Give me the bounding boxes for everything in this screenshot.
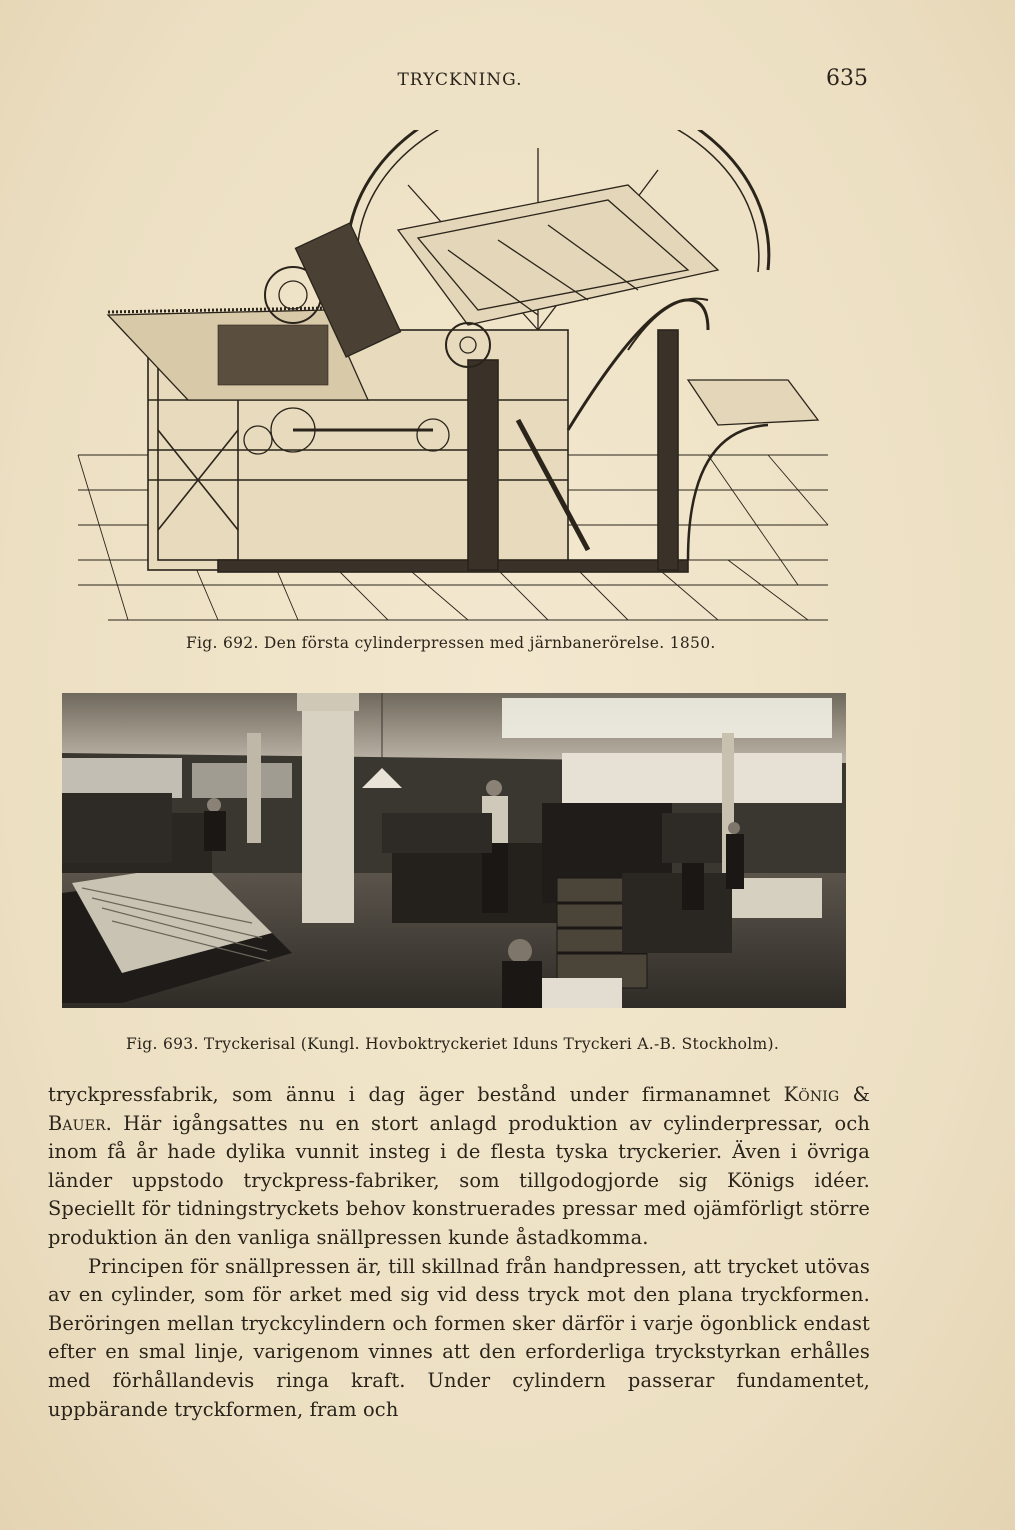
paragraph-1-start: tryckpressfabrik, som ännu i dag äger bestånd under firmanamnet bbox=[48, 1083, 784, 1106]
body-text bbox=[48, 1081, 870, 1424]
page-number: 635 bbox=[826, 66, 868, 91]
running-title: TRYCKNING. bbox=[397, 70, 523, 90]
figure-692-cylinder-press-engraving bbox=[68, 130, 838, 630]
skylight bbox=[502, 698, 832, 738]
figure-693-caption: Fig. 693. Tryckerisal (Kungl. Hovboktryckeriet Iduns Tryckeri A.-B. Stockholm). bbox=[126, 1035, 780, 1053]
paragraph-1 bbox=[48, 1081, 870, 1253]
paragraph-1-rest: . Här igångsattes nu en stort anlagd produktion av cylinderpressar, och inom få år hade dylika vunnit insteg i de flesta tyska tryckerier. Även i övriga länder uppstodo tryckpress-fabriker, som tillgodogjorde sig Königs idéer. Speciellt för tidningstryckets behov konstruerades pressar med ojämförligt större produktion än den vanliga snällpressen kunde åstadkomma. bbox=[48, 1111, 870, 1249]
cylinder-press-drawing bbox=[68, 130, 838, 630]
print-shop-photograph bbox=[62, 693, 846, 1008]
paragraph-2: Principen för snällpressen är, till skillnad från handpressen, att trycket utövas av en cylinder, som för arket med sig vid dess tryck mot den plana tryckformen. Beröringen mellan tryckcylindern och formen sker därför i varje ögonblick endast efter en smal linje, varigenom vinnes att den erforderliga tryckstyrkan erhålles med förhållandevis ringa kraft. Under cylindern passerar fundamentet, uppbärande tryckformen, fram och bbox=[48, 1254, 870, 1421]
firm-name: König & Bauer bbox=[48, 1083, 870, 1135]
feed-table bbox=[108, 308, 368, 400]
figure-692-caption: Fig. 692. Den första cylinderpressen med järnbanerörelse. 1850. bbox=[186, 634, 716, 652]
figure-693-print-shop-photo bbox=[62, 693, 846, 1008]
